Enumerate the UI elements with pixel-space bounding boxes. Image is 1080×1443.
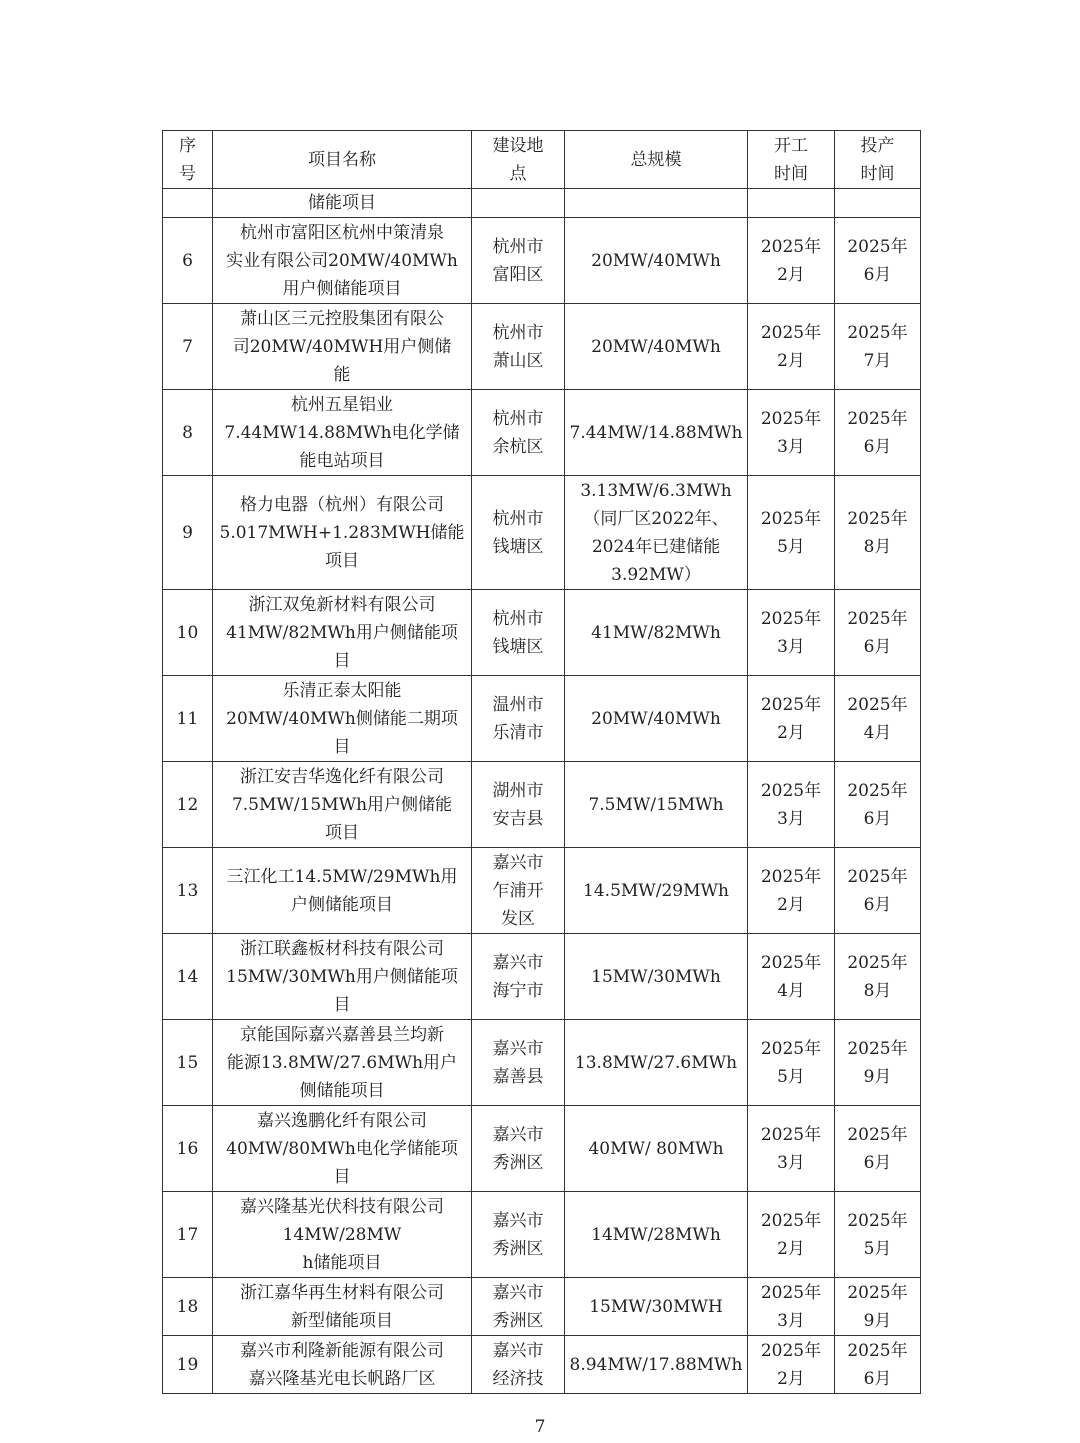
cell-start-line: 2025年 — [760, 866, 822, 887]
cell-scale-line: 7.5MW/15MWh — [588, 794, 724, 815]
cell-location-line: 秀洲区 — [492, 1310, 544, 1331]
cell-start-line: 2025年 — [760, 1124, 822, 1145]
cell-location-line: 杭州市 — [492, 322, 544, 343]
cell-location-line: 嘉兴市 — [492, 1124, 544, 1145]
cell-scale-line: 14MW/28MWh — [591, 1224, 721, 1245]
cell-operate-line: 2025年 — [847, 1038, 908, 1059]
cell-location-line: 杭州市 — [492, 608, 544, 629]
cell-scale — [565, 676, 748, 762]
cell-seq: 11 — [163, 676, 213, 762]
header-scale: 总规模 — [565, 131, 748, 189]
cell-location-line: 杭州市 — [492, 236, 544, 257]
cell-name-line: 目 — [333, 1166, 351, 1187]
cell-operate — [835, 476, 921, 590]
cell-name-line: 新型储能项目 — [291, 1310, 393, 1331]
cell-name — [213, 848, 472, 934]
cell-name-line: 40MW/80MWh电化学储能项 — [226, 1138, 458, 1159]
cell-operate-line: 2025年 — [847, 1340, 908, 1361]
table-row — [163, 676, 921, 762]
cell-name-line: 14MW/28MW — [282, 1224, 402, 1245]
cell-start — [748, 390, 835, 476]
cell-scale — [565, 934, 748, 1020]
cell-scale — [565, 189, 748, 218]
cell-name — [213, 1020, 472, 1106]
cell-name-line: 杭州市富阳区杭州中策清泉 — [240, 222, 444, 243]
cell-location-line: 钱塘区 — [492, 536, 544, 557]
cell-scale — [565, 476, 748, 590]
cell-scale — [565, 1336, 748, 1394]
cell-name-line: 嘉兴逸鹏化纤有限公司 — [257, 1110, 427, 1131]
cell-name — [213, 676, 472, 762]
cell-operate — [835, 1020, 921, 1106]
cell-operate-line: 6月 — [863, 1368, 892, 1389]
project-table — [162, 130, 921, 1394]
cell-name-line: 20MW/40MWh侧储能二期项 — [226, 708, 458, 729]
cell-operate-line: 6月 — [863, 1152, 892, 1173]
cell-scale-line: 3.92MW） — [611, 564, 701, 585]
cell-name-line: 15MW/30MWh用户侧储能项 — [226, 966, 458, 987]
cell-location-line: 秀洲区 — [492, 1238, 544, 1259]
table-row — [163, 762, 921, 848]
header-seq-line: 序 — [179, 135, 196, 156]
header-location-line: 建设地 — [492, 135, 544, 156]
cell-location — [472, 476, 565, 590]
cell-name-line: 浙江安吉华逸化纤有限公司 — [240, 766, 444, 787]
cell-location-line: 海宁市 — [492, 980, 544, 1001]
cell-name — [213, 1278, 472, 1336]
header-operate-line: 时间 — [860, 163, 895, 184]
header-operate-line: 投产 — [860, 135, 895, 156]
cell-scale — [565, 762, 748, 848]
cell-start — [748, 218, 835, 304]
cell-scale-line: 15MW/30MWH — [589, 1296, 723, 1317]
cell-operate — [835, 189, 921, 218]
cell-start-line: 2025年 — [760, 322, 822, 343]
cell-scale-line: 13.8MW/27.6MWh — [574, 1052, 738, 1073]
cell-location-line: 钱塘区 — [492, 636, 544, 657]
table-row — [163, 1192, 921, 1278]
cell-location — [472, 390, 565, 476]
cell-name-line: 嘉兴隆基光电长帆路厂区 — [248, 1368, 436, 1389]
cell-start-line: 2025年 — [760, 408, 822, 429]
cell-name-line: 侧储能项目 — [299, 1080, 385, 1101]
cell-name — [213, 1336, 472, 1394]
cell-scale-line: 3.13MW/6.3MWh — [580, 480, 732, 501]
cell-scale-line: 20MW/40MWh — [591, 336, 721, 357]
cell-name-line: h储能项目 — [302, 1252, 382, 1273]
cell-location-line: 嘉兴市 — [492, 952, 544, 973]
cell-operate-line: 6月 — [863, 264, 892, 285]
cell-start-line: 2月 — [777, 894, 805, 915]
cell-name-line: 5.017MWH+1.283MWH储能 — [219, 522, 465, 543]
cell-operate-line: 2025年 — [847, 866, 908, 887]
cell-scale-line: 20MW/40MWh — [591, 708, 721, 729]
cell-operate — [835, 390, 921, 476]
cell-name — [213, 590, 472, 676]
cell-start-line: 3月 — [777, 1152, 805, 1173]
cell-location — [472, 218, 565, 304]
cell-start — [748, 1106, 835, 1192]
cell-name — [213, 934, 472, 1020]
cell-operate-line: 9月 — [863, 1066, 892, 1087]
cell-name-line: 实业有限公司20MW/40MWh — [226, 250, 458, 271]
cell-start-line: 3月 — [777, 436, 805, 457]
cell-name-line: 7.5MW/15MWh用户侧储能 — [231, 794, 453, 815]
cell-location-line: 嘉兴市 — [492, 1038, 544, 1059]
cell-seq: 8 — [163, 390, 213, 476]
cell-start-line: 2月 — [777, 350, 805, 371]
cell-start — [748, 848, 835, 934]
table-row — [163, 1336, 921, 1394]
cell-name-line: 能 — [333, 364, 351, 385]
cell-scale-line: 8.94MW/17.88MWh — [569, 1354, 743, 1375]
cell-scale-line: 15MW/30MWh — [591, 966, 721, 987]
cell-operate-line: 6月 — [863, 894, 892, 915]
cell-scale — [565, 848, 748, 934]
cell-location — [472, 1020, 565, 1106]
cell-seq: 7 — [163, 304, 213, 390]
cell-location — [472, 1192, 565, 1278]
cell-name-line: 嘉兴市利隆新能源有限公司 — [240, 1340, 444, 1361]
cell-start-line: 3月 — [777, 808, 805, 829]
cell-scale — [565, 304, 748, 390]
cell-name-line: 目 — [333, 994, 351, 1015]
cell-location-line: 杭州市 — [492, 408, 544, 429]
cell-operate-line: 8月 — [863, 980, 892, 1001]
cell-operate-line: 2025年 — [847, 408, 908, 429]
cell-name: 储能项目 — [213, 189, 472, 218]
cell-location — [472, 1106, 565, 1192]
cell-operate — [835, 1106, 921, 1192]
cell-operate-line: 2025年 — [847, 1282, 908, 1303]
cell-seq: 13 — [163, 848, 213, 934]
cell-operate-line: 2025年 — [847, 236, 908, 257]
cell-start-line: 2月 — [777, 1368, 805, 1389]
cell-location-line: 萧山区 — [492, 350, 544, 371]
cell-location-line: 乍浦开 — [492, 880, 544, 901]
cell-name — [213, 476, 472, 590]
cell-name-line: 7.44MW14.88MWh电化学储 — [224, 422, 460, 443]
cell-start-line: 2025年 — [760, 1340, 822, 1361]
cell-name-line: 浙江嘉华再生材料有限公司 — [240, 1282, 444, 1303]
cell-scale-line: （同厂区2022年、 — [583, 508, 729, 529]
cell-name-line: 能电站项目 — [299, 450, 385, 471]
cell-start-line: 2025年 — [760, 236, 822, 257]
header-start-line: 开工 — [774, 135, 808, 156]
cell-start — [748, 1278, 835, 1336]
cell-start — [748, 1336, 835, 1394]
cell-operate — [835, 590, 921, 676]
cell-operate-line: 2025年 — [847, 952, 908, 973]
cell-name-line: 浙江双兔新材料有限公司 — [248, 594, 436, 615]
cell-operate-line: 2025年 — [847, 780, 908, 801]
cell-start — [748, 476, 835, 590]
table-row — [163, 304, 921, 390]
cell-start-line: 2月 — [777, 264, 805, 285]
cell-seq: 9 — [163, 476, 213, 590]
cell-name-line: 41MW/82MWh用户侧储能项 — [226, 622, 458, 643]
cell-scale-line: 2024年已建储能 — [591, 536, 721, 557]
cell-start — [748, 304, 835, 390]
cell-location — [472, 848, 565, 934]
cell-location — [472, 590, 565, 676]
cell-name — [213, 304, 472, 390]
cell-location-line: 嘉兴市 — [492, 852, 544, 873]
cell-scale — [565, 1192, 748, 1278]
cell-operate-line: 2025年 — [847, 694, 908, 715]
cell-seq: 18 — [163, 1278, 213, 1336]
cell-start-line: 2025年 — [760, 1210, 822, 1231]
cell-name-line: 项目 — [325, 550, 359, 571]
cell-start — [748, 189, 835, 218]
cell-location-line: 嘉善县 — [492, 1066, 544, 1087]
cell-scale — [565, 1278, 748, 1336]
cell-operate-line: 6月 — [863, 436, 892, 457]
cell-operate — [835, 934, 921, 1020]
cell-location — [472, 304, 565, 390]
cell-location-line: 余杭区 — [492, 436, 544, 457]
cell-start — [748, 934, 835, 1020]
cell-scale — [565, 590, 748, 676]
cell-start-line: 2025年 — [760, 1282, 822, 1303]
cell-seq: 17 — [163, 1192, 213, 1278]
cell-start — [748, 762, 835, 848]
cell-name-line: 浙江联鑫板材科技有限公司 — [240, 938, 444, 959]
cell-name — [213, 1106, 472, 1192]
table-row — [163, 1278, 921, 1336]
page-number: 7 — [534, 1417, 546, 1437]
header-start-line: 时间 — [774, 163, 808, 184]
cell-scale — [565, 1106, 748, 1192]
header-operate — [835, 131, 921, 189]
cell-operate — [835, 1192, 921, 1278]
table-row — [163, 476, 921, 590]
cell-operate-line: 2025年 — [847, 322, 908, 343]
cell-location-line: 发区 — [501, 908, 535, 929]
cell-scale-line: 20MW/40MWh — [591, 250, 721, 271]
cell-location-line: 嘉兴市 — [492, 1340, 544, 1361]
cell-location — [472, 762, 565, 848]
cell-name — [213, 762, 472, 848]
cell-start — [748, 1192, 835, 1278]
cell-start-line: 5月 — [777, 536, 805, 557]
cell-name-line: 乐清正泰太阳能 — [282, 680, 402, 701]
cell-start-line: 2025年 — [760, 952, 822, 973]
cell-start — [748, 1020, 835, 1106]
table-row — [163, 590, 921, 676]
cell-operate — [835, 1336, 921, 1394]
cell-location-line: 嘉兴市 — [492, 1282, 544, 1303]
cell-scale-line: 40MW/ 80MWh — [588, 1138, 724, 1159]
cell-seq: 16 — [163, 1106, 213, 1192]
cell-start-line: 2025年 — [760, 780, 822, 801]
table-row — [163, 1106, 921, 1192]
cell-start-line: 2025年 — [760, 608, 822, 629]
cell-name-line: 目 — [333, 650, 351, 671]
cell-location-line: 湖州市 — [492, 780, 544, 801]
cell-start-line: 2025年 — [760, 1038, 822, 1059]
table-row — [163, 934, 921, 1020]
cell-start-line: 2025年 — [760, 508, 822, 529]
table-row — [163, 390, 921, 476]
cell-location — [472, 934, 565, 1020]
header-name: 项目名称 — [213, 131, 472, 189]
cell-location — [472, 676, 565, 762]
cell-operate — [835, 218, 921, 304]
cell-start-line: 5月 — [777, 1066, 805, 1087]
cell-name-line: 目 — [333, 736, 351, 757]
cell-seq: 15 — [163, 1020, 213, 1106]
cell-location — [472, 1336, 565, 1394]
cell-start-line: 2月 — [777, 1238, 805, 1259]
cell-start-line: 2月 — [777, 722, 805, 743]
cell-start-line: 3月 — [777, 1310, 805, 1331]
cell-operate-line: 2025年 — [847, 608, 908, 629]
cell-location-line: 经济技 — [492, 1368, 544, 1389]
cell-operate — [835, 1278, 921, 1336]
cell-name-line: 能源13.8MW/27.6MWh用户 — [226, 1052, 458, 1073]
cell-operate-line: 2025年 — [847, 1124, 908, 1145]
header-seq — [163, 131, 213, 189]
cell-name-line: 萧山区三元控股集团有限公 — [240, 308, 444, 329]
cell-location-line: 秀洲区 — [492, 1152, 544, 1173]
cell-operate-line: 5月 — [863, 1238, 892, 1259]
cell-seq: 14 — [163, 934, 213, 1020]
table-row — [163, 848, 921, 934]
cell-scale-line: 14.5MW/29MWh — [583, 880, 729, 901]
cell-location-line: 嘉兴市 — [492, 1210, 544, 1231]
cell-location — [472, 1278, 565, 1336]
cell-location-line: 安吉县 — [492, 808, 544, 829]
cell-name — [213, 218, 472, 304]
continuation-row — [163, 189, 921, 218]
header-start — [748, 131, 835, 189]
cell-location-line: 杭州市 — [492, 508, 544, 529]
cell-operate-line: 6月 — [863, 636, 892, 657]
cell-name-line: 格力电器（杭州）有限公司 — [240, 494, 444, 515]
cell-start — [748, 676, 835, 762]
cell-operate-line: 4月 — [863, 722, 892, 743]
cell-name-line: 杭州五星铝业 — [291, 394, 393, 415]
table-header-row — [163, 131, 921, 189]
cell-start — [748, 590, 835, 676]
cell-operate — [835, 762, 921, 848]
cell-operate-line: 9月 — [863, 1310, 892, 1331]
cell-seq: 6 — [163, 218, 213, 304]
cell-start-line: 4月 — [777, 980, 805, 1001]
header-seq-line: 号 — [179, 163, 196, 184]
cell-name-line: 京能国际嘉兴嘉善县兰均新 — [240, 1024, 444, 1045]
cell-location-line: 富阳区 — [492, 264, 544, 285]
table-row — [163, 218, 921, 304]
cell-scale — [565, 1020, 748, 1106]
cell-seq: 19 — [163, 1336, 213, 1394]
table-row — [163, 1020, 921, 1106]
cell-operate — [835, 676, 921, 762]
cell-scale — [565, 390, 748, 476]
cell-start-line: 3月 — [777, 636, 805, 657]
cell-location — [472, 189, 565, 218]
cell-operate-line: 6月 — [863, 808, 892, 829]
cell-operate — [835, 848, 921, 934]
cell-seq — [163, 189, 213, 218]
cell-location-line: 温州市 — [492, 694, 544, 715]
cell-location-line: 乐清市 — [492, 722, 544, 743]
cell-name-line: 户侧储能项目 — [291, 894, 393, 915]
cell-start-line: 2025年 — [760, 694, 822, 715]
cell-name — [213, 390, 472, 476]
header-location — [472, 131, 565, 189]
cell-operate-line: 2025年 — [847, 1210, 908, 1231]
cell-operate-line: 7月 — [863, 350, 892, 371]
cell-operate — [835, 304, 921, 390]
cell-name-line: 司20MW/40MWH用户侧储 — [232, 336, 452, 357]
cell-seq: 12 — [163, 762, 213, 848]
cell-name-line: 三江化工14.5MW/29MWh用 — [226, 866, 458, 887]
cell-operate-line: 2025年 — [847, 508, 908, 529]
cell-scale — [565, 218, 748, 304]
cell-name-line: 嘉兴隆基光伏科技有限公司 — [240, 1196, 444, 1217]
cell-scale-line: 7.44MW/14.88MWh — [569, 422, 743, 443]
cell-name — [213, 1192, 472, 1278]
cell-seq: 10 — [163, 590, 213, 676]
cell-name-line: 用户侧储能项目 — [282, 278, 402, 299]
cell-operate-line: 8月 — [863, 536, 892, 557]
cell-name-line: 项目 — [325, 822, 359, 843]
header-location-line: 点 — [509, 163, 527, 184]
cell-scale-line: 41MW/82MWh — [591, 622, 721, 643]
